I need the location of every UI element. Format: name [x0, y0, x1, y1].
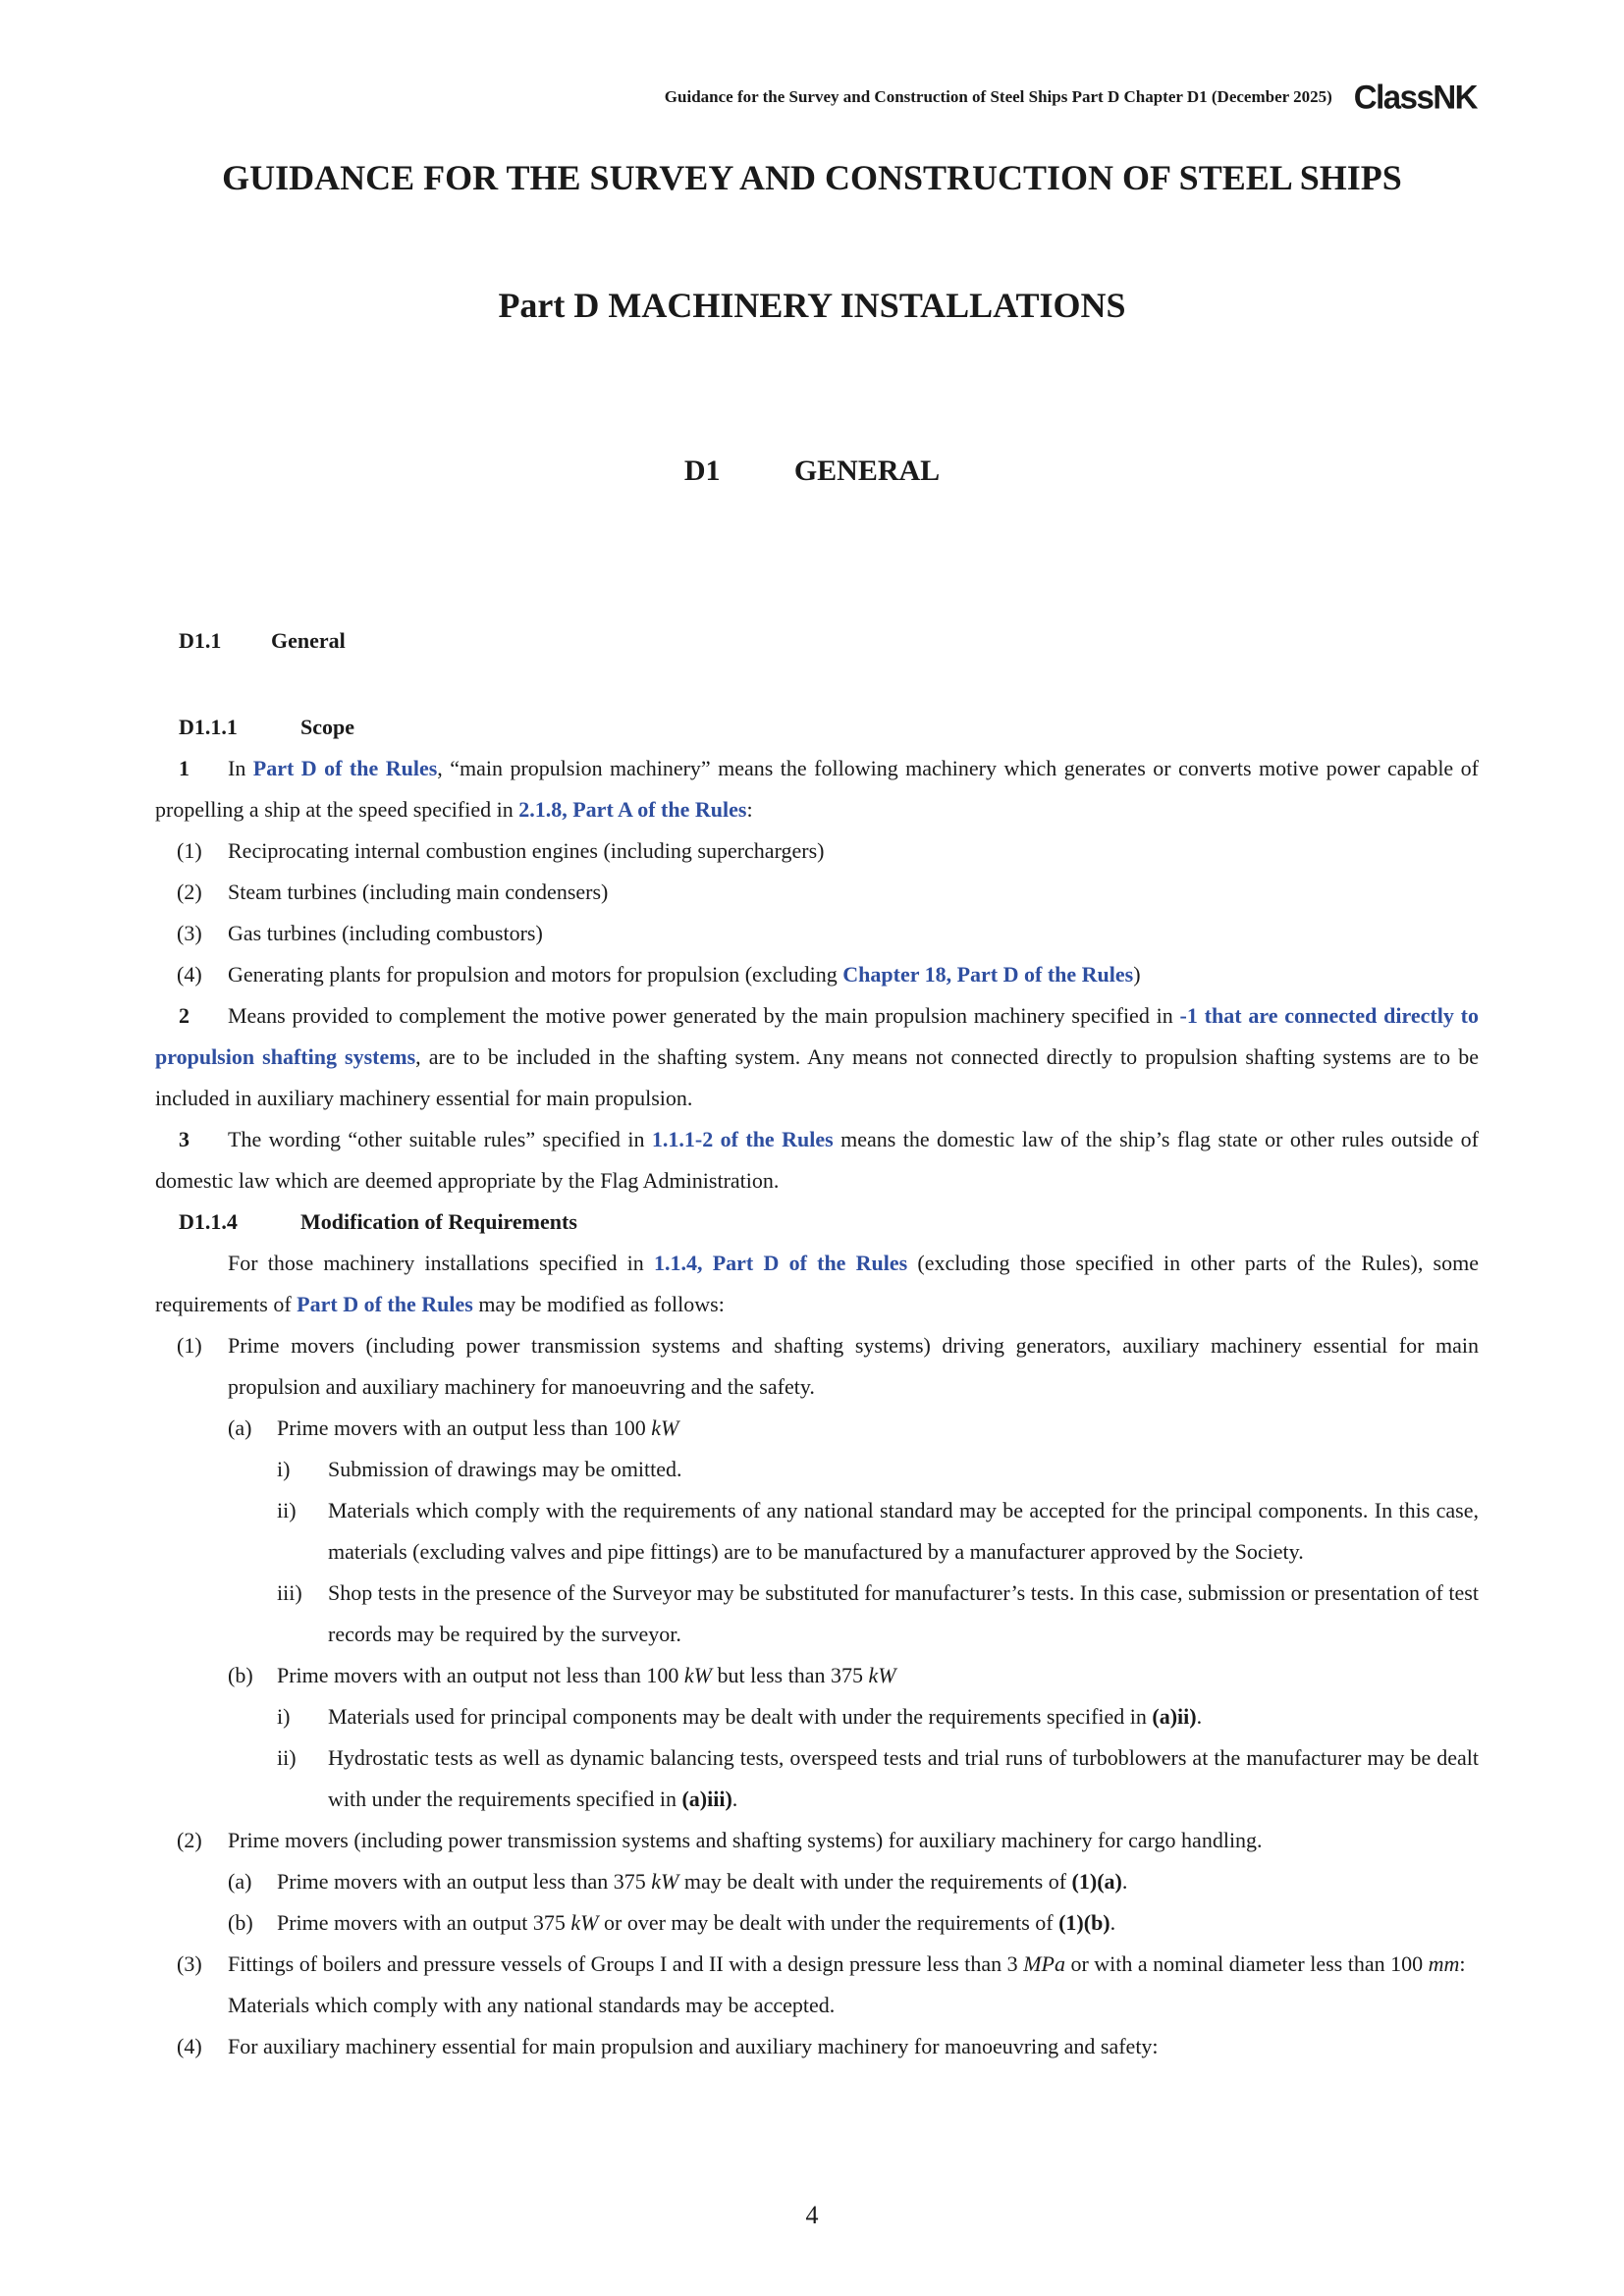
- list-item: [155, 1820, 1479, 1861]
- list-number: (3): [177, 921, 202, 945]
- list-subsubitem: [155, 1490, 1479, 1573]
- list-item: [155, 1944, 1479, 1985]
- list-text: Generating plants for propulsion and motors for propulsion (excluding: [228, 962, 843, 987]
- rule-reference-link[interactable]: -1 that are connected directly to propulsion shafting systems: [155, 1003, 1479, 1069]
- cross-reference: (1)(a): [1071, 1869, 1122, 1894]
- list-subitem: [155, 1655, 1479, 1696]
- paragraph-1: [155, 748, 1479, 830]
- page-number: 4: [805, 2201, 819, 2229]
- list-item: [155, 1325, 1479, 1408]
- text: .: [1110, 1910, 1116, 1935]
- paragraph-number: 2: [179, 1003, 189, 1028]
- text: The wording “other suitable rules” specified in: [228, 1127, 652, 1151]
- section-heading: [179, 628, 346, 654]
- list-item: [155, 830, 1479, 872]
- list-text: Shop tests in the presence of the Surveyor may be substituted for manufacturer’s tests. In this case, submission or presentation of test records may be required by the surveyor.: [328, 1580, 1479, 1646]
- text: , are to be included in the shafting system. Any means not connected directly to propulsion shafting systems are to be included in auxiliary machinery essential for main propulsion.: [155, 1044, 1480, 1110]
- list-text: Steam turbines (including main condensers): [228, 880, 609, 904]
- unit: kW: [868, 1663, 896, 1687]
- paragraph-3: [155, 1119, 1479, 1201]
- text: (excluding those specified in other parts of the Rules), some requirements of: [155, 1251, 1479, 1316]
- cross-reference: (a)ii): [1152, 1704, 1197, 1729]
- subsection-name: Scope: [300, 715, 354, 739]
- text: .: [1196, 1704, 1203, 1729]
- paragraph-number: 3: [179, 1127, 189, 1151]
- list-text: may be dealt with under the requirements of: [678, 1869, 1072, 1894]
- list-text: Materials which comply with the requirements of any national standard may be accepted for the principal components. In this case, materials (excluding valves and pipe fittings) are to be manufactured by a manufacturer approved by the Society.: [328, 1498, 1479, 1564]
- rule-reference-link[interactable]: 1.1.4, Part D of the Rules: [654, 1251, 908, 1275]
- classnk-logo: ClassNK: [1353, 78, 1477, 116]
- text: may be modified as follows:: [472, 1292, 725, 1316]
- paragraph-number: 1: [179, 756, 189, 780]
- list-number: iii): [277, 1580, 302, 1605]
- list-text: Prime movers (including power transmission systems and shafting systems) for auxiliary machinery for cargo handling.: [228, 1828, 1263, 1852]
- list-number: (2): [177, 880, 202, 904]
- list-number: (a): [228, 1415, 252, 1440]
- list-text: Materials used for principal components may be dealt with under the requirements specified in: [328, 1704, 1153, 1729]
- text: :: [746, 797, 753, 822]
- list-item: [155, 2026, 1479, 2067]
- list-subsubitem: [155, 1449, 1479, 1490]
- list-item: [155, 872, 1479, 913]
- subsection-number: D1.1.1: [179, 715, 238, 739]
- list-text: but less than 375: [712, 1663, 869, 1687]
- text: :: [1459, 1951, 1466, 1976]
- list-number: (1): [177, 1333, 202, 1358]
- subsection-heading-scope: [155, 707, 1479, 748]
- unit: kW: [651, 1415, 679, 1440]
- list-text: Hydrostatic tests as well as dynamic balancing tests, overspeed tests and trial runs of turboblowers at the manufacturer may be dealt with under the requirements specified in: [328, 1745, 1479, 1811]
- text: .: [1121, 1869, 1128, 1894]
- list-text: Fittings of boilers and pressure vessels of Groups I and II with a design pressure less than 3: [228, 1951, 1024, 1976]
- unit: MPa: [1023, 1951, 1065, 1976]
- rule-reference-link[interactable]: 2.1.8, Part A of the Rules: [518, 797, 747, 822]
- rule-reference-link[interactable]: Chapter 18, Part D of the Rules: [842, 962, 1134, 987]
- rule-reference-link[interactable]: 1.1.1-2 of the Rules: [651, 1127, 834, 1151]
- list-number: (b): [228, 1910, 253, 1935]
- list-text: or with a nominal diameter less than 100: [1064, 1951, 1429, 1976]
- list-number: (b): [228, 1663, 253, 1687]
- chapter-heading: [0, 454, 1624, 488]
- list-item: [155, 954, 1479, 995]
- cross-reference: (1)(b): [1058, 1910, 1110, 1935]
- text: For those machinery installations specified in: [228, 1251, 654, 1275]
- list-text: Prime movers with an output less than 375: [277, 1869, 652, 1894]
- list-number: ii): [277, 1498, 297, 1522]
- list-number: (1): [177, 838, 202, 863]
- list-text: Gas turbines (including combustors): [228, 921, 543, 945]
- list-number: ii): [277, 1745, 297, 1770]
- list-number: (4): [177, 962, 202, 987]
- chapter-number: D1: [683, 454, 721, 487]
- running-header: [665, 79, 1477, 116]
- document-title: GUIDANCE FOR THE SURVEY AND CONSTRUCTION OF STEEL SHIPS: [222, 158, 1402, 197]
- text: Means provided to complement the motive power generated by the main propulsion machinery specified in: [228, 1003, 1180, 1028]
- list-number: (a): [228, 1869, 252, 1894]
- list-text: Prime movers with an output not less than 100: [277, 1663, 684, 1687]
- list-text: Prime movers with an output 375: [277, 1910, 571, 1935]
- rule-reference-link[interactable]: Part D of the Rules: [252, 756, 438, 780]
- list-number: (2): [177, 1828, 202, 1852]
- running-title: Guidance for the Survey and Construction of Steel Ships Part D Chapter D1 (December 2025): [664, 87, 1332, 106]
- list-note: Materials which comply with any national standards may be accepted.: [228, 1993, 836, 2017]
- list-subsubitem: [155, 1696, 1479, 1737]
- unit: mm: [1428, 1951, 1460, 1976]
- body-text: [155, 707, 1479, 2067]
- modification-intro: [155, 1243, 1479, 1325]
- list-text: For auxiliary machinery essential for main propulsion and auxiliary machinery for manoeuvring and safety:: [228, 2034, 1159, 2058]
- text: , “main propulsion machinery” means the following machinery which generates or converts motive power capable of propelling a ship at the speed specified in: [155, 756, 1479, 822]
- unit: kW: [651, 1869, 679, 1894]
- subsection-name: Modification of Requirements: [300, 1209, 577, 1234]
- list-number: i): [277, 1704, 291, 1729]
- list-text: Prime movers (including power transmission systems and shafting systems) driving generators, auxiliary machinery essential for main propulsion and auxiliary machinery for manoeuvring and the safety.: [228, 1333, 1479, 1399]
- cross-reference: (a)iii): [681, 1787, 732, 1811]
- list-subitem: [155, 1861, 1479, 1902]
- subsection-heading-modification: [155, 1201, 1479, 1243]
- text: In: [228, 756, 253, 780]
- paragraph-2: [155, 995, 1479, 1119]
- rule-reference-link[interactable]: Part D of the Rules: [297, 1292, 473, 1316]
- list-number: (4): [177, 2034, 202, 2058]
- text: .: [731, 1787, 738, 1811]
- list-text: Prime movers with an output less than 100: [277, 1415, 652, 1440]
- list-subitem: [155, 1902, 1479, 1944]
- list-text: or over may be dealt with under the requirements of: [598, 1910, 1059, 1935]
- list-subsubitem: [155, 1737, 1479, 1820]
- part-title: Part D MACHINERY INSTALLATIONS: [498, 286, 1126, 325]
- section-number: D1.1: [179, 628, 222, 653]
- list-text: Reciprocating internal combustion engines (including superchargers): [228, 838, 825, 863]
- list-subsubitem: [155, 1573, 1479, 1655]
- list-item: [155, 913, 1479, 954]
- list-number: (3): [177, 1951, 202, 1976]
- section-name: General: [271, 628, 346, 653]
- unit: kW: [570, 1910, 599, 1935]
- text: means the domestic law of the ship’s flag state or other rules outside of domestic law which are deemed appropriate by the Flag Administration.: [155, 1127, 1480, 1193]
- list-subitem: [155, 1408, 1479, 1449]
- list-text: Submission of drawings may be omitted.: [328, 1457, 682, 1481]
- chapter-name: GENERAL: [793, 454, 941, 487]
- text: ): [1133, 962, 1141, 987]
- subsection-number: D1.1.4: [179, 1209, 238, 1234]
- list-number: i): [277, 1457, 291, 1481]
- unit: kW: [683, 1663, 712, 1687]
